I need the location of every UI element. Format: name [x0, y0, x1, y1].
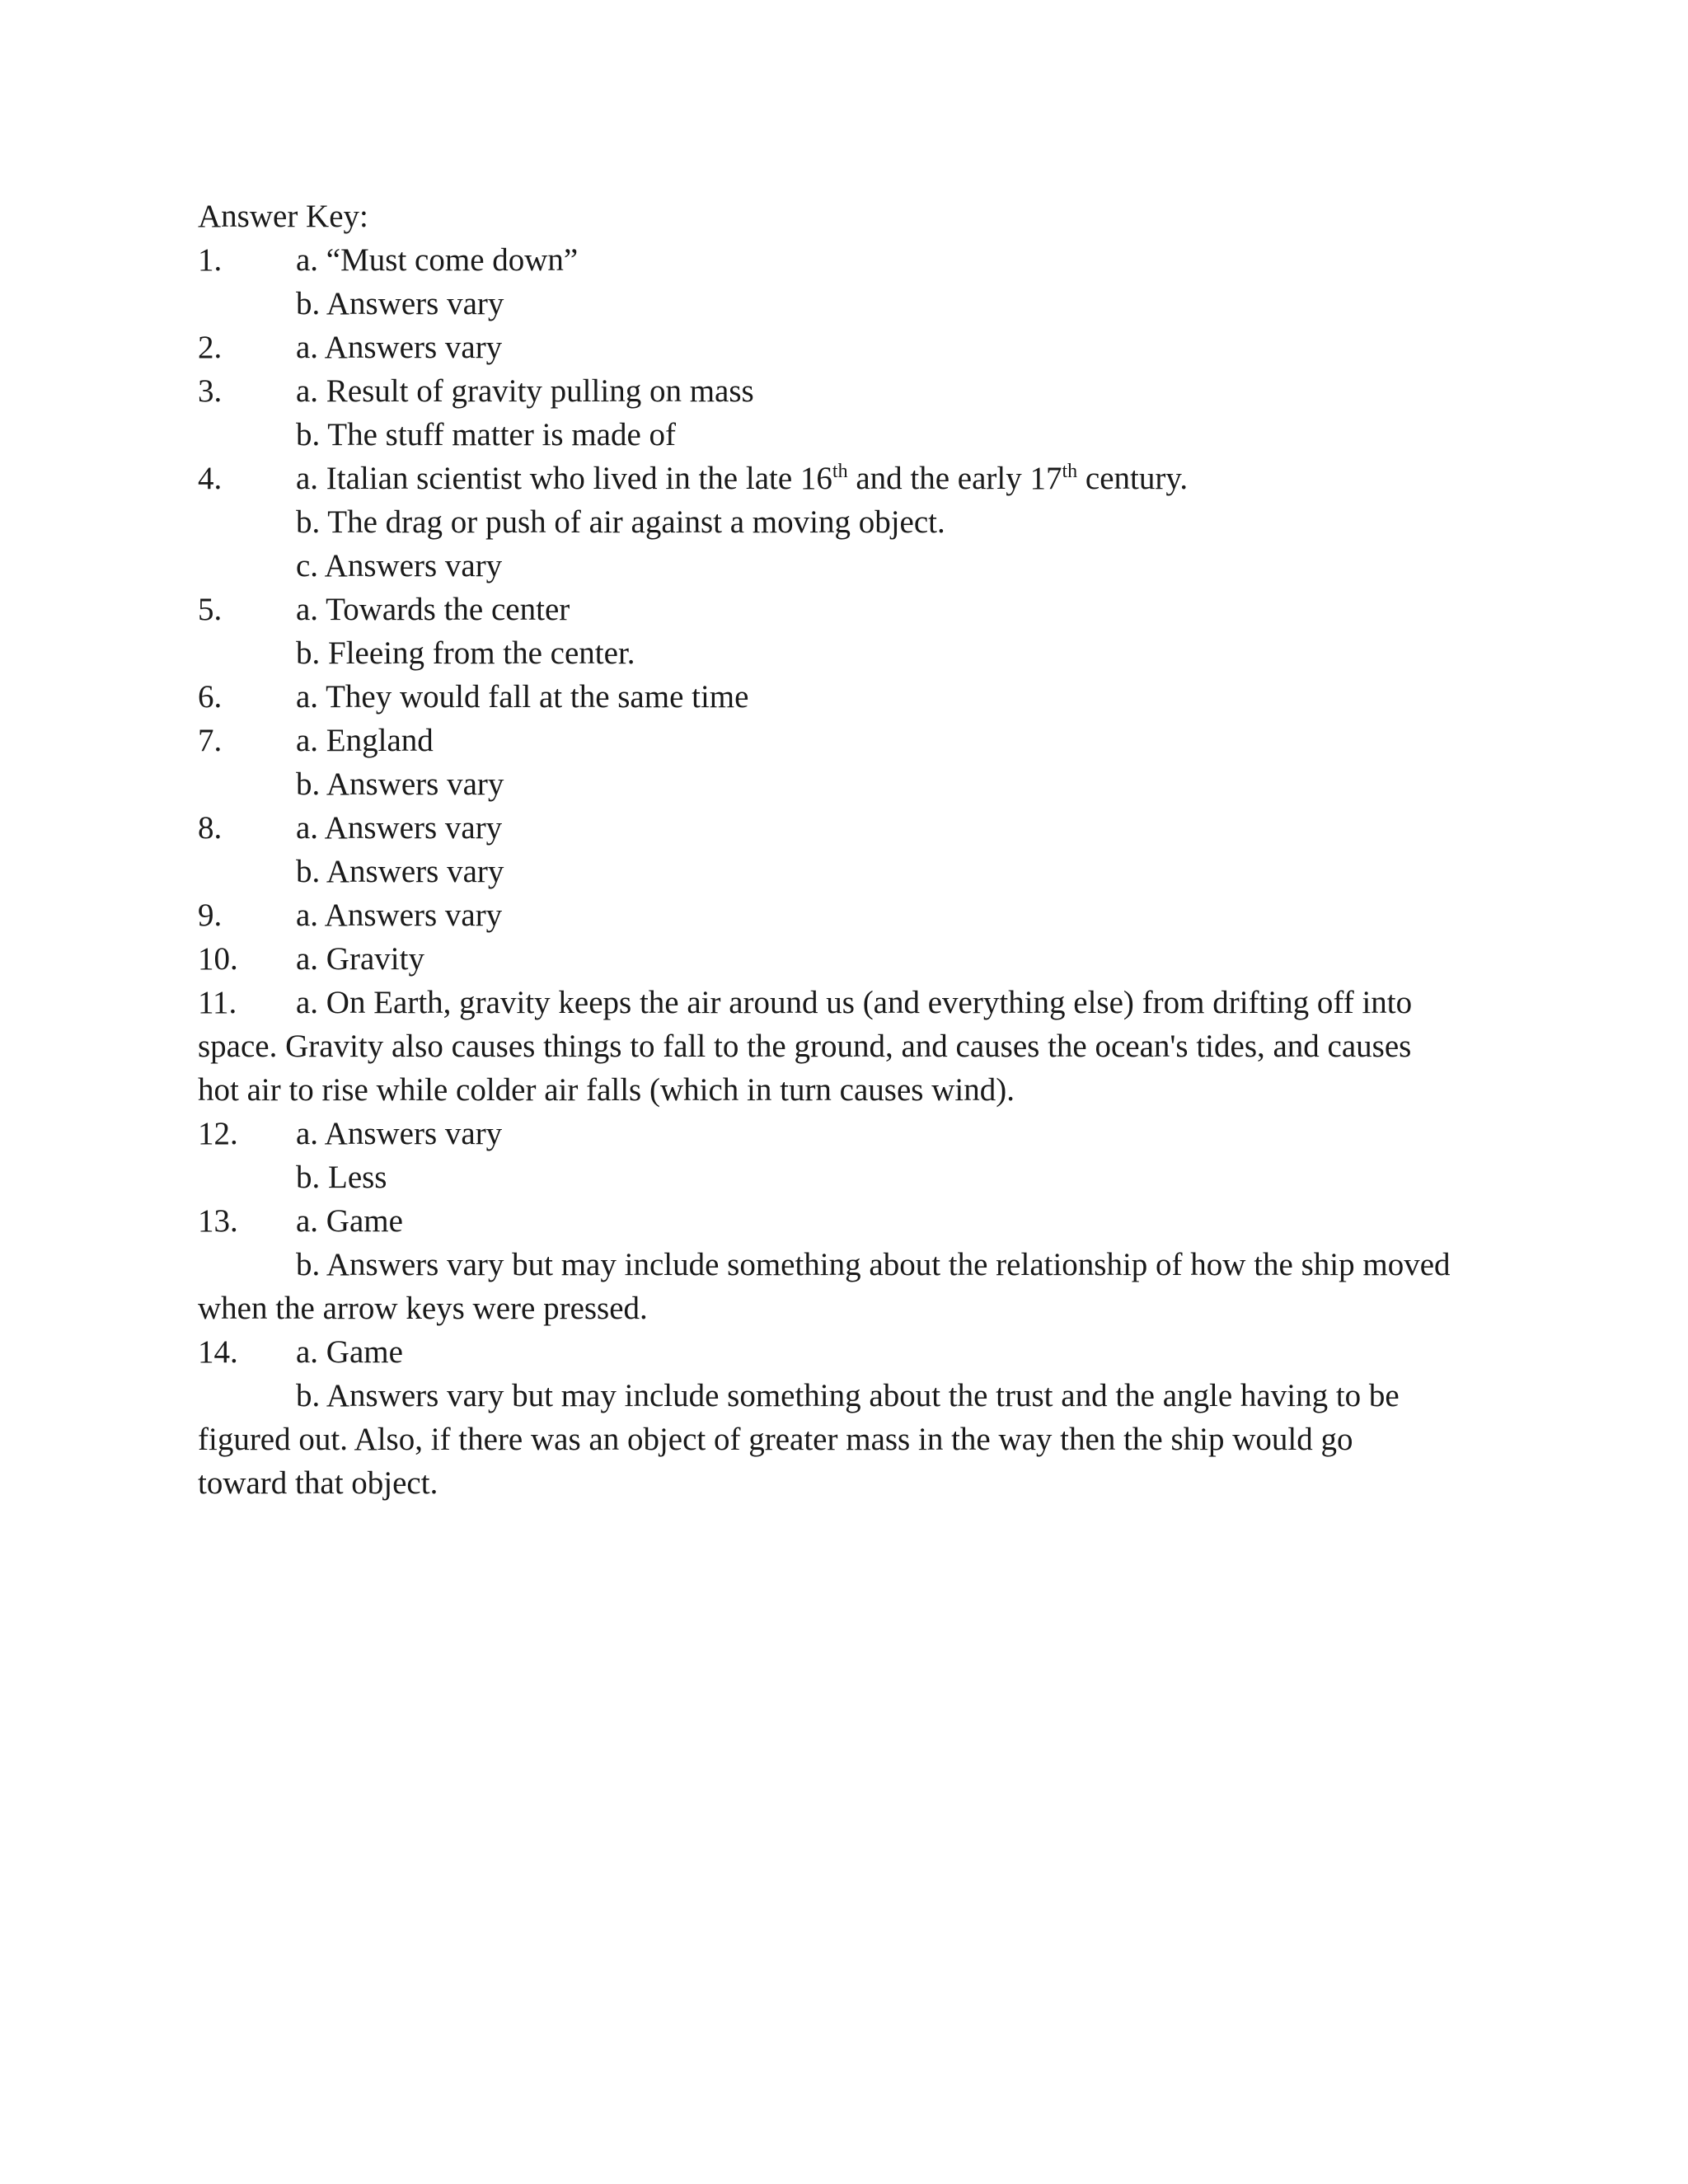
- answer-text: b. The drag or push of air against a moving object.: [296, 504, 945, 540]
- answer-text: a. Italian scientist who lived in the late 16: [296, 461, 832, 496]
- item-number: 5.: [198, 592, 223, 627]
- answer-subitem: [198, 413, 1500, 457]
- item-number: 4.: [198, 461, 223, 496]
- answer-subitem: [198, 631, 1500, 675]
- answer-text: b. Answers vary but may include something about the relationship of how the ship moved: [296, 1247, 1451, 1282]
- page-title: Answer Key:: [198, 199, 368, 234]
- item-number: 1.: [198, 242, 223, 278]
- answer-text: a. “Must come down”: [296, 242, 579, 278]
- item-number: 13.: [198, 1203, 238, 1239]
- answer-item-14: [198, 1330, 1500, 1374]
- item-number: 8.: [198, 810, 223, 846]
- answer-item-1: [198, 238, 1500, 282]
- answer-subitem: [198, 1155, 1500, 1199]
- answer-text: a. Gravity: [296, 941, 424, 977]
- answer-text: c. Answers vary: [296, 548, 503, 583]
- answer-text: and the early 17: [847, 461, 1062, 496]
- answer-subitem: [198, 762, 1500, 806]
- answer-text: a. They would fall at the same time: [296, 679, 749, 715]
- answer-key-page: [198, 194, 1500, 1505]
- answer-item-10: [198, 937, 1500, 981]
- item-number: 14.: [198, 1334, 238, 1370]
- answer-item-6: [198, 675, 1500, 719]
- item-number: 11.: [198, 985, 237, 1020]
- answer-item-2: [198, 326, 1500, 369]
- answer-text: century.: [1077, 461, 1189, 496]
- answer-item-12: [198, 1112, 1500, 1155]
- answer-text: b. Answers vary: [296, 766, 504, 802]
- answer-subitem: [198, 282, 1500, 326]
- answer-text: b. Answers vary: [296, 854, 504, 889]
- answer-item-9: [198, 893, 1500, 937]
- answer-text: a. Answers vary: [296, 810, 503, 846]
- item-number: 10.: [198, 941, 238, 977]
- answer-text: a. Game: [296, 1334, 403, 1370]
- answer-text: a. Answers vary: [296, 1116, 503, 1151]
- answer-text: b. Fleeing from the center.: [296, 635, 635, 671]
- answer-item-8: [198, 806, 1500, 850]
- answer-subitem: [198, 1374, 1500, 1418]
- answer-text: a. Answers vary: [296, 330, 503, 365]
- answer-item-11: [198, 981, 1500, 1024]
- answer-subitem: [198, 544, 1500, 588]
- answer-text: a. Result of gravity pulling on mass: [296, 373, 754, 409]
- answer-continuation: figured out. Also, if there was an object of greater mass in the way then the ship would go: [198, 1422, 1353, 1457]
- superscript: th: [1062, 461, 1078, 482]
- answer-text: b. Answers vary: [296, 286, 504, 321]
- answer-item-7: [198, 719, 1500, 762]
- answer-continuation: space. Gravity also causes things to fall to the ground, and causes the ocean's tides, and causes: [198, 1029, 1412, 1064]
- item-number: 2.: [198, 330, 223, 365]
- item-number: 6.: [198, 679, 223, 715]
- answer-continuation: toward that object.: [198, 1465, 438, 1501]
- answer-text: a. England: [296, 723, 434, 758]
- answer-continuation: when the arrow keys were pressed.: [198, 1291, 648, 1326]
- item-number: 7.: [198, 723, 223, 758]
- answer-item-5: [198, 588, 1500, 631]
- answer-text: a. On Earth, gravity keeps the air around us (and everything else) from drifting off into: [296, 985, 1413, 1020]
- answer-subitem: [198, 500, 1500, 544]
- answer-text: a. Towards the center: [296, 592, 570, 627]
- answer-continuation: hot air to rise while colder air falls (which in turn causes wind).: [198, 1072, 1015, 1108]
- answer-text: a. Game: [296, 1203, 403, 1239]
- item-number: 9.: [198, 898, 223, 933]
- item-number: 12.: [198, 1116, 238, 1151]
- answer-text: b. The stuff matter is made of: [296, 417, 677, 452]
- answer-text: a. Answers vary: [296, 898, 503, 933]
- answer-item-13: [198, 1199, 1500, 1243]
- answer-subitem: [198, 850, 1500, 893]
- answer-text: b. Answers vary but may include something about the trust and the angle having to be: [296, 1378, 1400, 1413]
- answer-text: b. Less: [296, 1160, 387, 1195]
- answer-subitem: [198, 1243, 1500, 1286]
- answer-item-4: [198, 457, 1500, 500]
- answer-item-3: [198, 369, 1500, 413]
- superscript: th: [832, 461, 848, 482]
- item-number: 3.: [198, 373, 223, 409]
